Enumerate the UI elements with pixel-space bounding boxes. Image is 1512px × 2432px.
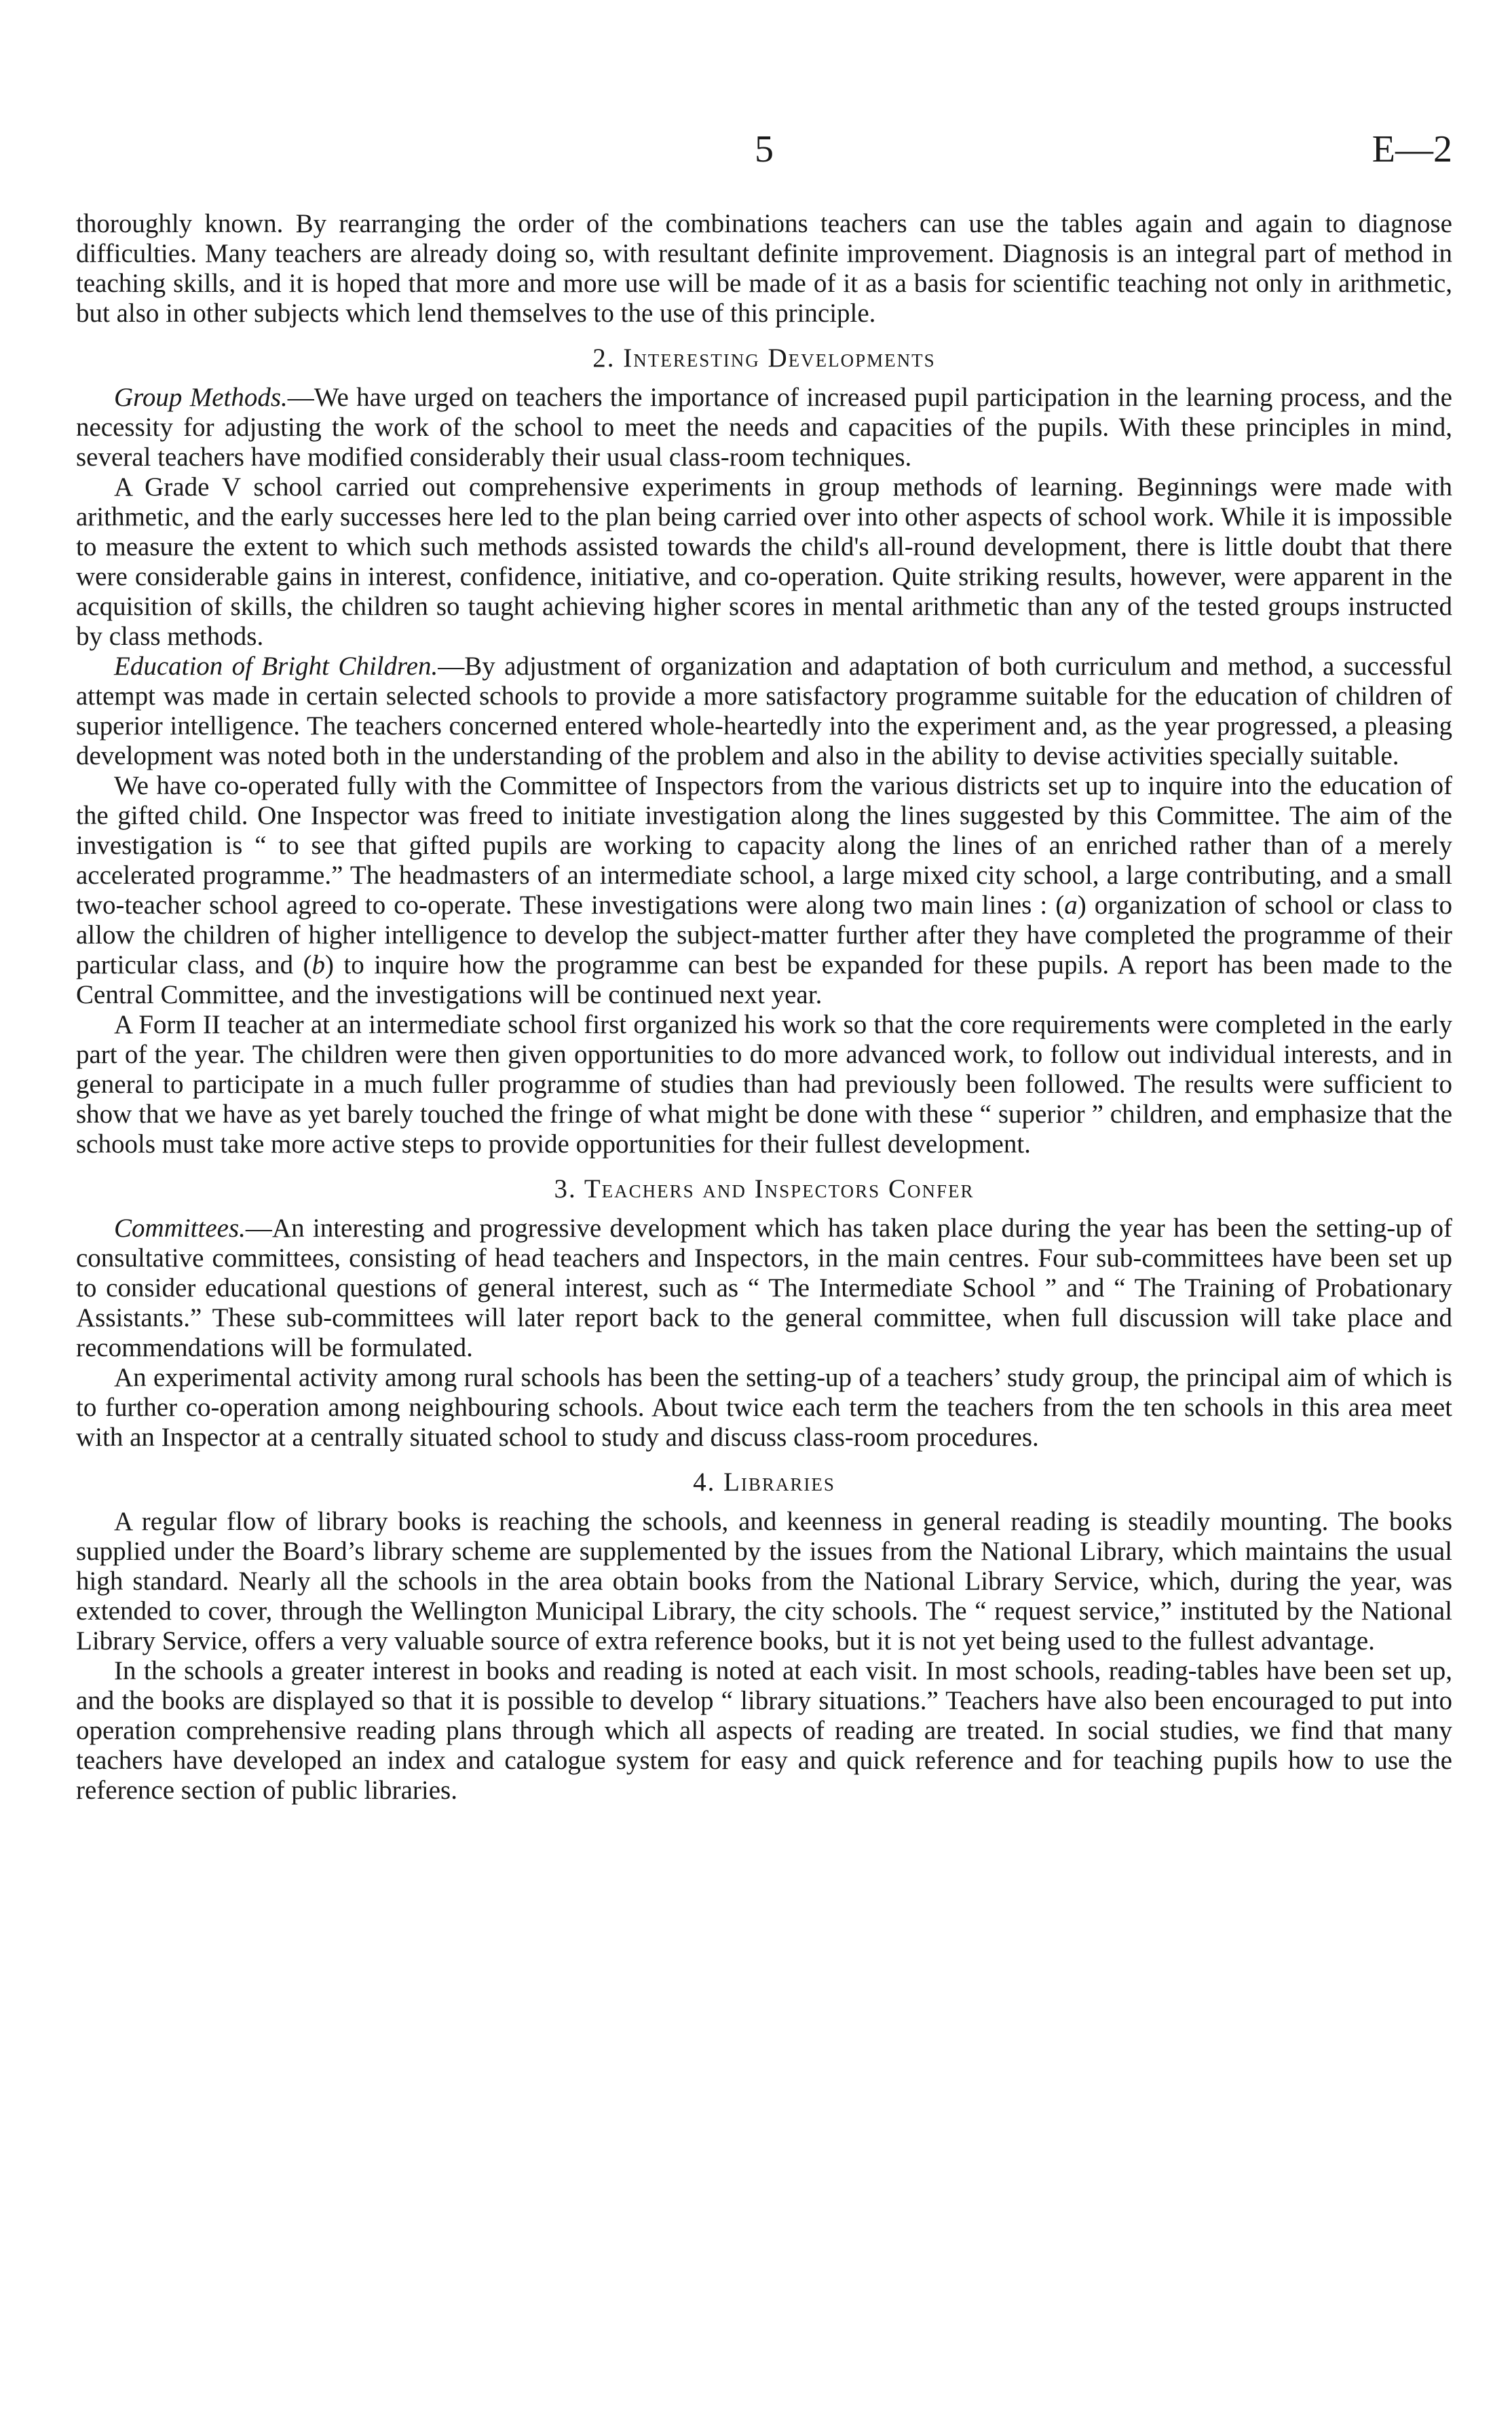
body-text: [76, 209, 1452, 1806]
section-4-heading: [76, 1467, 1452, 1497]
study-group-paragraph: An experimental activity among rural schools has been the setting-up of a teachers’ study group, the principal aim of which is to further co-operation among neighbouring schools. About twice each term the teachers from the ten schools in this area meet with an Inspector at a centrally situated school to study and discuss class-room procedures.: [76, 1363, 1452, 1452]
grade-v-paragraph: A Grade V school carried out comprehensive experiments in group methods of learning. Beginnings were made with arithmetic, and the early successes here led to the plan being carried over into other aspects of school work. While it is impossible to measure the extent to which such methods assisted towards the child's all-round development, there is little doubt that there were considerable gains in interest, confidence, initiative, and co-operation. Quite striking results, however, were apparent in the acquisition of skills, the children so taught achieving higher scores in mental arithmetic than any of the tested groups instructed by class methods.: [76, 472, 1452, 651]
group-methods-subheading: Group Methods.: [114, 383, 288, 412]
library-flow-paragraph: A regular flow of library books is reaching the schools, and keenness in general reading is steadily mounting. The books supplied under the Board’s library scheme are supplemented by the issues from the National Library, which maintains the usual high standard. Nearly all the schools in the area obtain books from the National Library Service, which, during the year, was extended to cover, through the Wellington Municipal Library, the city schools. The “ request service,” instituted by the National Library Service, offers a very valuable source of extra reference books, but it is not yet being used to the fullest advantage.: [76, 1507, 1452, 1655]
committees-text: —An interesting and progressive development which has taken place during the year has been the setting-up of consultative committees, consisting of head teachers and Inspectors, in the main centres. Four sub-committees have been set up to consider educational questions of general interest, such as “ The Intermediate School ” and “ The Training of Probationary Assistants.” These sub-committees will later report back to the general committee, when full discussion will take place and recommendations will be formulated.: [76, 1214, 1452, 1362]
section-3-heading: [76, 1174, 1452, 1204]
section-4-number: 4.: [693, 1467, 716, 1497]
bright-children-text: —By adjustment of organization and adaptation of both curriculum and method, a successful attempt was made in certain selected schools to provide a more satisfactory programme suitable for the education of children of superior intelligence. The teachers concerned entered whole-heartedly into the experiment and, as the year progressed, a pleasing development was noted both in the understanding of the problem and also in the ability to devise activities specially suitable.: [76, 652, 1452, 770]
section-4-title: Libraries: [723, 1467, 835, 1497]
section-3-number: 3.: [554, 1174, 577, 1203]
group-methods-text: —We have urged on teachers the importance of increased pupil participation in the learning process, and the necessity for adjusting the work of the school to meet the needs and capacities of the pupils. With these principles in mind, several teachers have modified considerably their usual class-room techniques.: [76, 383, 1452, 472]
section-2-heading: [76, 343, 1452, 373]
page-header: [76, 122, 1452, 176]
committees-paragraph: [76, 1214, 1452, 1363]
item-b-marker: b: [311, 950, 325, 979]
section-2-number: 2.: [592, 343, 616, 373]
committee-inspectors-text-3: ) to inquire how the programme can best be expanded for these pupils. A report has been made to the Central Committee, and the investigations will be continued next year.: [76, 950, 1452, 1009]
committees-subheading: Committees.: [114, 1214, 246, 1243]
section-3-title: Teachers and Inspectors Confer: [584, 1174, 975, 1203]
section-2-title: Interesting Developments: [623, 343, 936, 373]
bright-children-paragraph: [76, 652, 1452, 771]
committee-inspectors-paragraph: [76, 771, 1452, 1010]
committee-inspectors-text-2: ) organization of school or class to allow the children of higher intelligence to develop the subject-matter further after they have completed the programme of their particular class, and (: [76, 891, 1453, 979]
committee-inspectors-text-1: We have co-operated fully with the Committee of Inspectors from the various districts set up to inquire into the education of the gifted child. One Inspector was freed to initiate investigation along the lines suggested by this Committee. The aim of the investigation is “ to see that gifted pupils are working to capacity along the lines of an enriched rather than of a merely accelerated programme.” The headmasters of an intermediate school, a large mixed city school, a large contributing, and a small two-teacher school agreed to co-operate. These investigations were along two main lines : (: [76, 771, 1452, 920]
document-reference: E—2: [1372, 128, 1452, 170]
page-number: 5: [755, 128, 774, 170]
reading-interest-paragraph: In the schools a greater interest in books and reading is noted at each visit. In most schools, reading-tables have been set up, and the books are displayed so that it is possible to develop “ library situations.” Teachers have also been encouraged to put into operation comprehensive reading plans through which all aspects of reading are treated. In social studies, we find that many teachers have developed an index and catalogue system for easy and quick reference and for teaching pupils how to use the reference section of public libraries.: [76, 1656, 1452, 1805]
intro-paragraph: thoroughly known. By rearranging the order of the combinations teachers can use the tables again and again to diagnose difficulties. Many teachers are already doing so, with resultant definite improvement. Diagnosis is an integral part of method in teaching skills, and it is hoped that more and more use will be made of it as a basis for scientific teaching not only in arithmetic, but also in other subjects which lend themselves to the use of this principle.: [76, 209, 1452, 328]
bright-children-subheading: Education of Bright Children.: [114, 652, 438, 681]
group-methods-paragraph: [76, 383, 1452, 472]
form-ii-paragraph: A Form II teacher at an intermediate school first organized his work so that the core requirements were completed in the early part of the year. The children were then given opportunities to do more advanced work, to follow out individual interests, and in general to participate in a much fuller programme of studies than had previously been followed. The results were sufficient to show that we have as yet barely touched the fringe of what might be done with these “ superior ” children, and emphasize that the schools must take more active steps to provide opportunities for their fullest development.: [76, 1010, 1452, 1159]
item-a-marker: a: [1064, 891, 1078, 920]
